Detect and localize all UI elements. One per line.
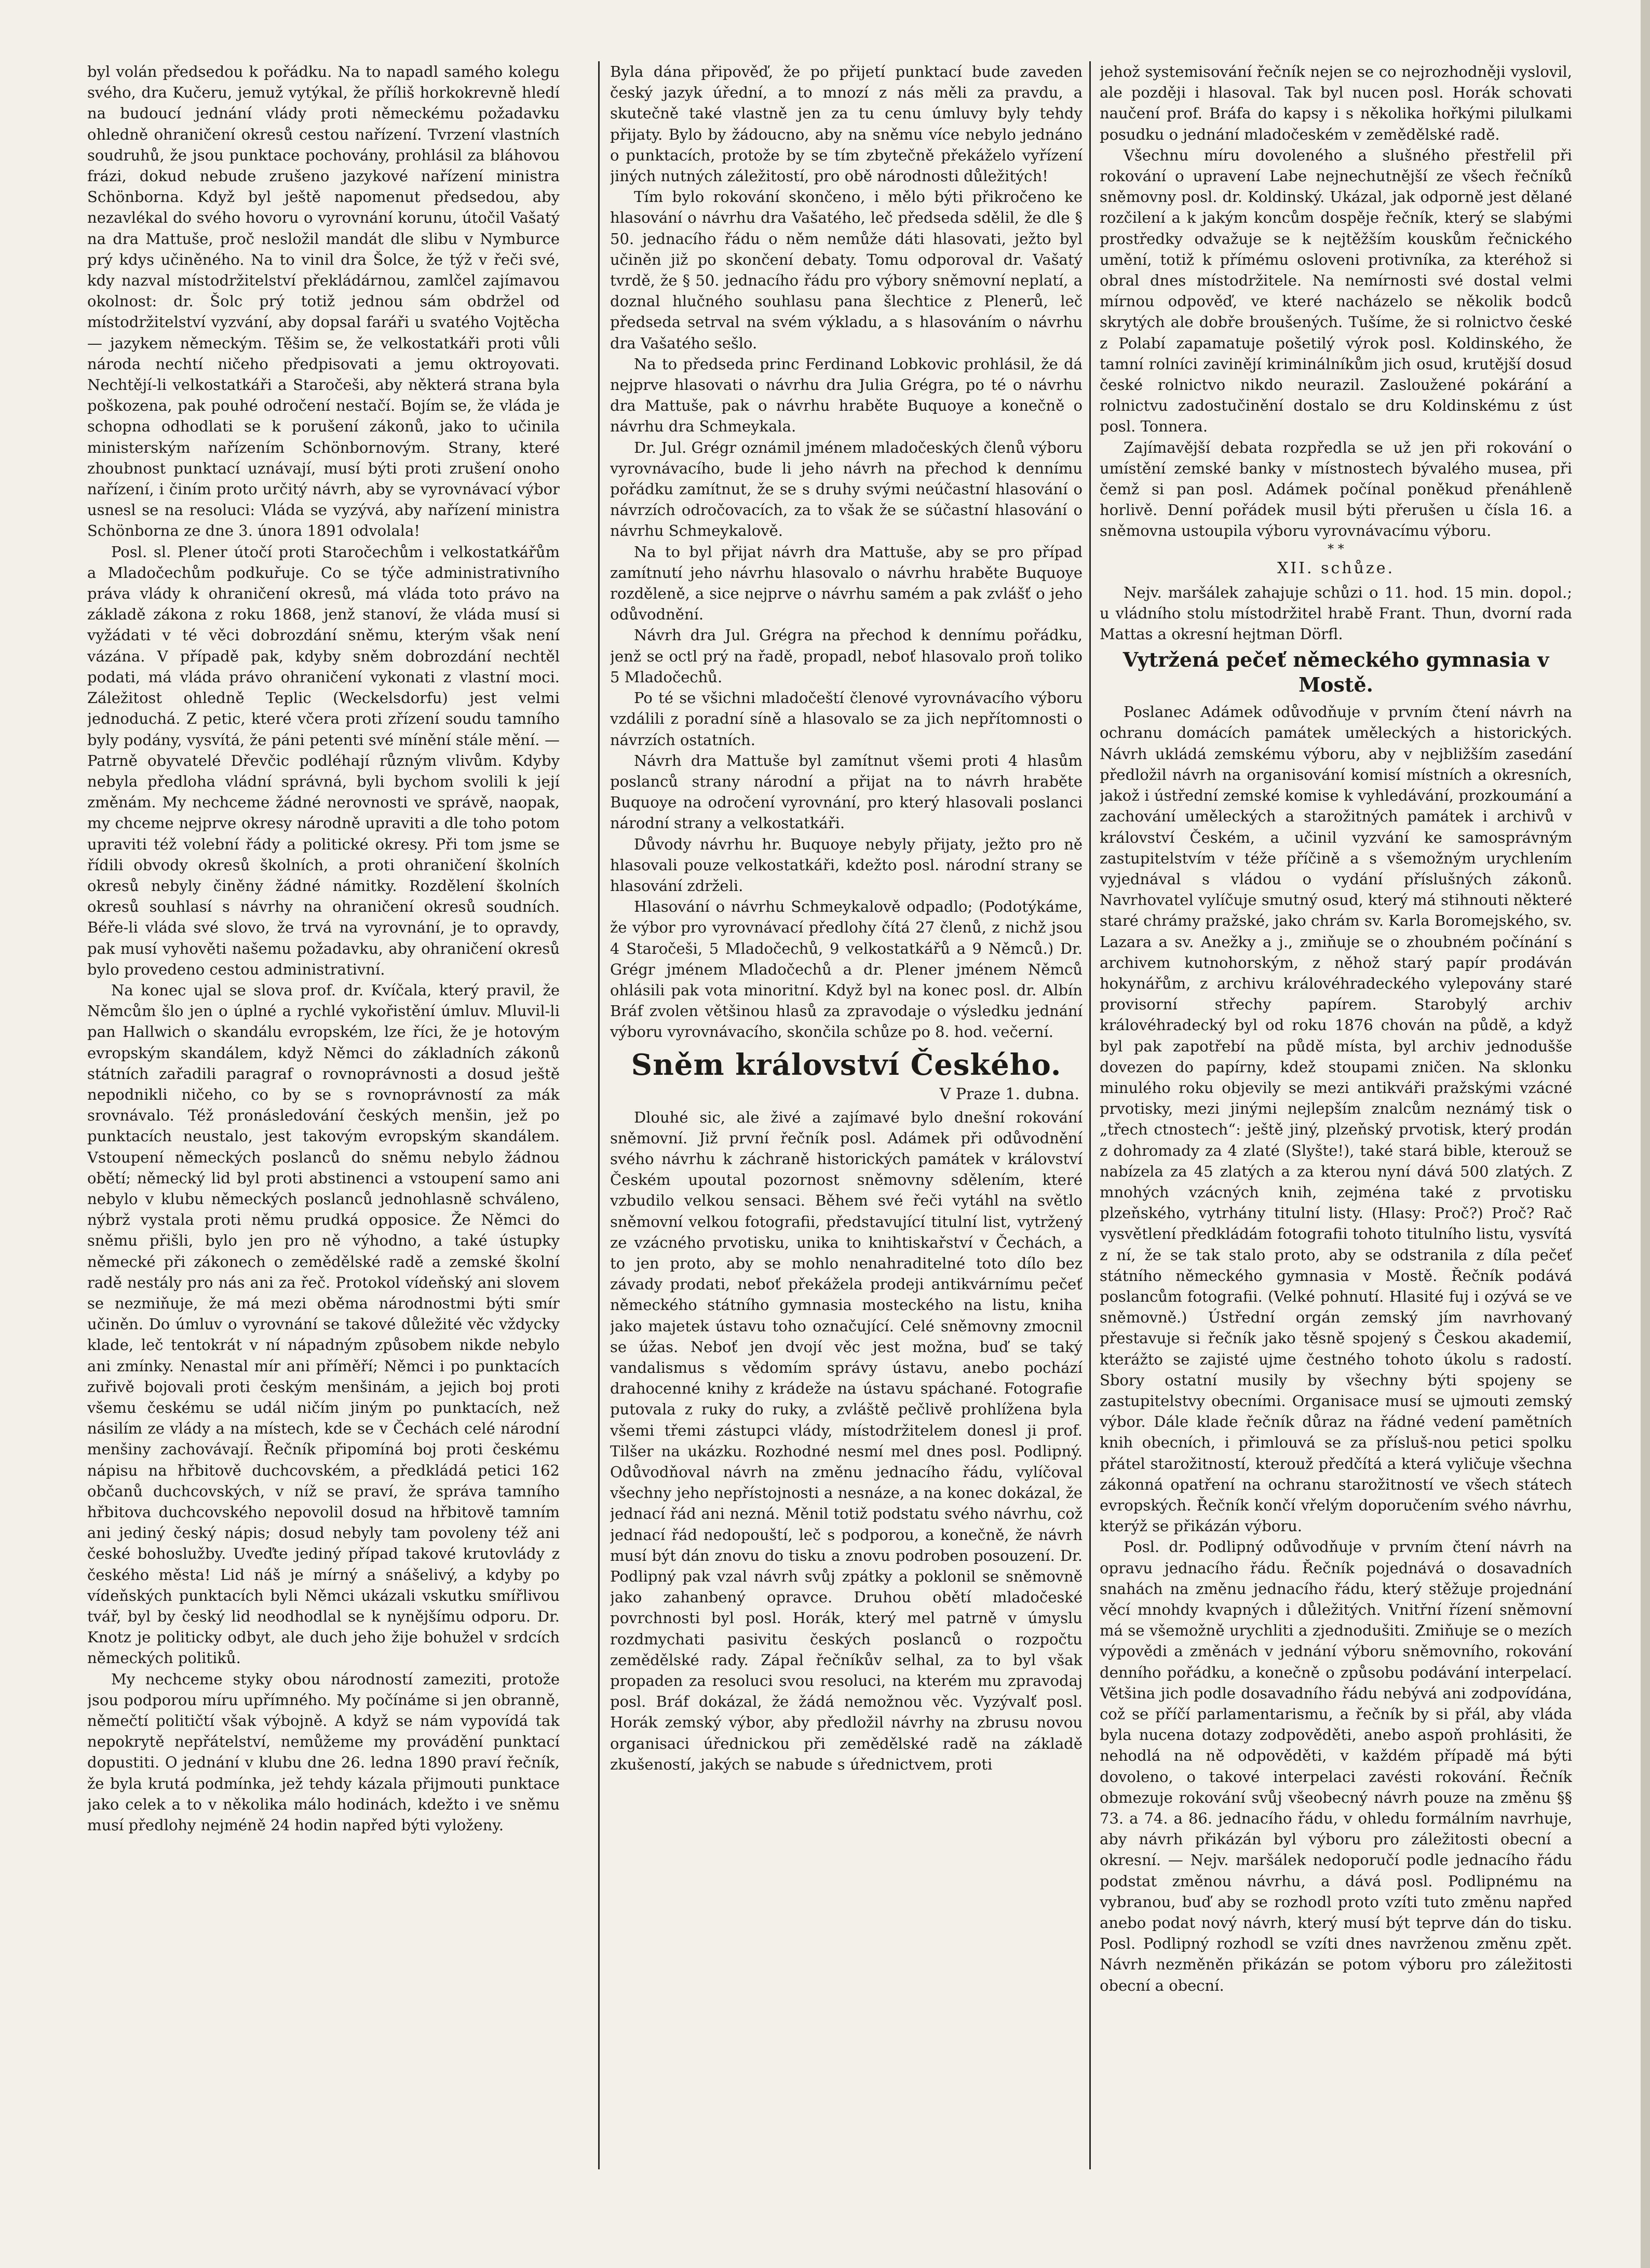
session-heading: XII. schůze. — [1277, 559, 1395, 577]
paragraph: Dlouhé sic, ale živé a zajímavé bylo dnešní rokování sněmovní. Již první řečník posl. Adámek při odůvodnění svého návrhu k záchraně historických památek v království Českém upoutal pozornost sněmovny sdělením, které vzbudilo velkou sensaci. Během své řeči vytáhl na světlo sněmovní velkou fotografii, představující titulní list, vytržený ze vzácného prvotisku, unika to knihtiskařství v Čechách, a to jen proto, aby se mohlo nenahraditelné toto dílo bez závady prodati, neboť překážela prodeji antikvárnímu pečeť německého státního gymnasia mosteckého na listu, kniha jako majetek ústavu toho označující. Celé sněmovny zmocnil se úžas. Neboť jen dvojí věc jest možna, buď se taký vandalismus s vědomím správy ústavu, anebo pochází drahocenné knihy z krádeže na ústavu spáchané. Fotografie putovala z ruky do ruky, a zvláště pečlivě prohlížena byla všemi třemi zástupci vlády, místodržitelem donesl ji prof. Tilšer na ukázku. Rozhodné nesmí mel dnes posl. Podlipný. Odůvodňoval návrh na změnu jednacího řádu, vylíčoval všechny jeho nepřístojnosti a nesnáze, a na konec dokázal, že jednací řád ani nezná. Měnil totiž podstatu svého návrhu, což jednací řád nedopouští, leč s podporou, a konečně, že návrh musí být dán znovu do tisku a znovu podroben posouzení. Dr. Podlipný pak vzal návrh svůj zpátky a poklonil se sněmovně jako zahanbený opravce. Druhou obětí mladočeské povrchnosti byl posl. Horák, který mel patrně v úmyslu rozdmychati pasivitu českých poslanců o rozpočtu zemědělské rady. Zápal řečníkův selhal, za to byl však propaden za resoluci svou resoluci, na kterém mu zpravodaj posl. Bráf dokázal, že žádá nemožnou věc. Vyzývalť posl. Horák zemský výbor, aby předložil návrhy na zbrusu novou organisaci úřednickou při zemědělské radě na základě zkušeností, jakých se nabude s úřednictvem, proti — [610, 1108, 1083, 1773]
column-2 — [610, 61, 1083, 2169]
column-rule-1 — [598, 61, 600, 2169]
section-divider-stars: * * — [1328, 541, 1344, 556]
paragraph: Poslanec Adámek odůvodňuje v prvním čtení návrh na ochranu domácích památek uměleckých a historických. Návrh ukládá zemskému výboru, aby v nejbližším zasedání předložil návrh na organisování komisí místních a okresních, jakož i ústřední zemské komise k vyhledávání, prozkoumání a zachování uměleckých a starožitných památek i archivů v království Českém, a učinil vyzvání ke samosprávným zastupitelstvím v téže příčině a s všemožným urychlením vyjednával s vládou o vydání příslušných zákonů. Navrhovatel vylíčuje smutný osud, který má stihnouti některé staré chrámy pražské, jako chrám sv. Karla Boromejského, sv. Lazara a sv. Anežky a j., zmiňuje se o zhoubném počínání s archivem kutnohorským, z něhož starý papír prodáván hokynářům, z archivu královéhradeckého vylepovány staré provisorní střechy papírem. Starobylý archiv královéhradecký byl od roku 1876 chován na půdě, a když byl pak zapotřebí na půdě místa, byl archiv jednodušše dovezen do papírny, kdež stoupami zničen. Na sklonku minulého roku objevily se mezi antikváři pražskými vzácné prvotisky, mezi jinými nejlepším znalcům neznámý tisk o „třech ctnostech“: ještě jiný, plzeňský prvotisk, který prodán z dohromady za 4 zlaté (Slyšte!), také stará bible, kterouž se nabízela za 45 zlatých a za kterou nyní dává 500 zlatých. Z mnohých vzácných knih, zejména také z prvotisku plzeňského, vytrhány titulní listy. (Hlasy: Proč?) Proč? Rač vysvětlení předkládám fotografii tohoto titulního listu, vysvítá z ní, že se tak stalo proto, aby se odstranila z díla pečeť státního německého gymnasia v Mostě. Řečník podává poslancům fotografii. (Velké pohnutí. Hlasité fuj i ozývá se ve sněmovně.) Ústřední orgán zemský jím navrhovaný přestavuje si řečník jako těsně spojený s Českou akademií, kterážto se zajisté ujme čestného tohoto úkolu s radostí. Sbory ostatní musily by všechny býti spojeny se zastupitelstvy obecními. Organisace musí se ujmouti zemský výbor. Dále klade řečník důraz na řádné vedení pamětních knih obecních, i přimlouvá se za přísluš-nou petici spolku přátel starožitností, kterouž předčítá a která vyličuje všechna zákonná opatření na ochranu starožitností ve všech státech evropských. Řečník končí vřelým doporučením svého návrhu, kterýž se přikázán výboru. — [1100, 703, 1572, 1535]
paragraph: Tím bylo rokování skončeno, i mělo býti přikročeno ke hlasování o návrhu dra Vašatého, leč předseda sdělil, že dle § 50. jednacího řádu o něm nemůže dáti hlasovati, ježto byl učiněn již po skončení debaty. Tomu odporoval dr. Vašatý tvrdě, že § 50. jednacího řádu pro výbory sněmovní neplatí, a doznal hlučného souhlasu pana šlechtice z Plenerů, leč předseda setrval na svém výkladu, a s hlasováním o návrhu dra Vašatého sešlo. — [610, 188, 1083, 352]
dateline: V Praze 1. dubna. — [939, 1085, 1079, 1103]
paragraph: Na to předseda princ Ferdinand Lobkovic prohlásil, že dá nejprve hlasovati o návrhu dra Julia Grégra, po té o návrhu dra Mattuše, pak o návrhu hraběte Buquoye a konečně o návrhu dra Schmeykala. — [610, 355, 1083, 436]
page-edge — [1641, 0, 1650, 2268]
paragraph: Návrh dra Jul. Grégra na přechod k dennímu pořádku, jenž se octl prý na řadě, propadl, neboť hlasovalo proň toliko 5 Mladočechů. — [610, 626, 1083, 686]
paragraph: Posl. dr. Podlipný odůvodňuje v prvním čtení návrh na opravu jednacího řádu. Řečník pojednává o dosavadních snahách na změnu jednacího řádu, který stěžuje projednání věcí mnohdy kvapných i důležitých. Vnitřní řízení sněmovní má se všemožně urychliti a zjednodušiti. Zmiňuje se o mezích výpovědi a změnách v jednání výboru sněmovního, rokování denního pořádku, a konečně o způsobu podávání interpelací. Většina jich podle dosavadního řádu nebývá ani zodpovídána, což se příčí parlamentarismu, a řečník by si přál, aby vláda byla nucena dotazy zodpověděti, anebo aspoň prohlásiti, že nehodlá na ně odpověděti, v každém případě má býti dovoleno, o takové interpelaci zavésti rokování. Řečník obmezuje rokování svůj všeobecný návrh pouze na změnu §§ 73. a 74. a 86. jednacího řádu, v ohledu formálním navrhuje, aby návrh přikázán byl výboru pro záležitosti obecní a okresní. — Nejv. maršálek nedoporučí podle jednacího řádu podstat změnou návrhu, a dává posl. Podlipnému na vybranou, buď aby se rozhodl proto vzíti tuto změnu napřed anebo podat nový návrh, který musí být teprve dán do tisku. Posl. Podlipný rozhodl se vzíti dnes navrženou změnu zpět. Návrh nezměněn přikázán se potom výboru pro záležitosti obecní a obecní. — [1100, 1538, 1572, 1994]
paragraph: Důvody návrhu hr. Buquoye nebyly přijaty, ježto pro ně hlasovali pouze velkostatkáři, kdežto posl. národní strany se hlasování zdrželi. — [610, 835, 1083, 895]
paragraph: byl volán předsedou k pořádku. Na to napadl samého kolegu svého, dra Kučeru, jemuž vytýkal, že příliš horkokrevně hledí na budoucí jednání vlády proti německému požadavku ohledně ohraničení okresů cestou nařízení. Tvrzení vlastních soudruhů, že jsou punktace pochovány, prohlásil za bláhovou frázi, dokud nebude zrušeno jazykové nařízení ministra Schönborna. Když byl ještě napomenut předsedou, aby nezavlékal do svého hovoru o vyrovnání korunu, útočil Vašatý na dra Mattuše, proč nesložil mandát dle slibu v Nymburce prý kdys učiněného. Na to vinil dra Šolce, že týž v řeči své, kdy nazval místodržitelství překládárnou, zamlčel zajímavou okolnost: dr. Šolc prý totiž jednou sám obdržel od místodržitelství vyzvání, aby dopsal faráři u svatého Vojtěcha — jazykem německým. Těšim se, že velkostatkáři proti vůli národa nechtí ničeho předpisovati a jemu oktroyovati. Nechtějí-li velkostatkáři a Staročeši, aby některá strana byla poškozena, pak pouhé odročení nestačí. Bojím se, že vláda je schopna odhodlati se k porušení zákonů, jako to učinila ministerským nařízením Schönbornovým. Strany, které zhoubnost punktací uznávají, musí býti proti zrušení onoho nařízení, i činím proto určitý návrh, aby se vyrovnávací výbor usnesl se na resoluci: Vláda se vyzývá, aby nařízení ministra Schönborna ze dne 3. února 1891 odvolala! — [87, 63, 560, 540]
paragraph: Všechnu míru dovoleného a slušného přestřelil při rokování o upravení Labe nejnechutnější ze všech řečníků sněmovny posl. dr. Koldinský. Ukázal, jak odporně jest dělané rozčilení a k jakým koncům dospěje řečník, který se slabými prostředky odvažuje se k nejtěžším kouskům řečnického umění, totiž k přímému osloveni protivníka, za kteréhož si obral dnes místodržitele. Na nemírnosti své dostal velmi mírnou odpověď, ve které nacházelo se několik bodců skrytých ale dobře broušených. Tušíme, že si rolnictvo české z Polabí zapamatuje pošetilý výrok posl. Koldinského, že tamní rolníci zavinějí kriminálníkům jich osud, krutější dosud české rolnictvo nikdo neurazil. Zasloužené pokárání a rolnictvu zadostučinění dostalo se dru Koldinskému z úst posl. Tonnera. — [1100, 146, 1572, 436]
paragraph: My nechceme styky obou národností zameziti, protože jsou podporou míru upřímného. My počínáme si jen obranně, němečtí političtí však výbojně. A když se nám vypovídá tak nepokrytě nepřátelství, nemůžeme my provádění punktací dopustiti. O jednání v klubu dne 26. ledna 1890 praví řečník, že byla krutá podmínka, jež tehdy kázala přijmouti punktace jako celek a to v několika málo hodinách, kdežto i ve sněmu musí předlohy nejméně 24 hodin napřed býti vyloženy. — [87, 1670, 560, 1834]
paragraph: Návrh dra Mattuše byl zamítnut všemi proti 4 hlasům poslanců strany národní a přijat na to návrh hraběte Buquoye na odročení vyrovnání, pro který hlasovali poslanci národní strany a velkostatkáři. — [610, 751, 1083, 832]
paragraph: Na konec ujal se slova prof. dr. Kvíčala, který pravil, že Němcům šlo jen o úplné a rychlé vykořistění úmluv. Mluvil-li pan Hallwich o skandálu evropském, lze říci, že je hotovým evropským skandálem, když Němci do základních zákonů státních zařadili paragraf o rovnoprávnosti a dosud ještě nepodnikli ničeho, co by se s rovnoprávností za mák srovnávalo. Též pronásledování českých menšin, jež po punktacích neustalo, jest takovým evropským skandálem. Vstoupení německých poslanců do sněmu nebylo žádnou obětí; německý lid byl proti abstinenci a vstoupení samo ani nebylo v klubu německých poslanců jednohlasně schváleno, nýbrž vystala proti němu prudká opposice. Že Němci do sněmu přišli, bylo jen pro ně výhodno, a také ústupky německé při zákonech o zemědělské radě a zemské školní radě nestály pro nás ani za řeč. Protokol vídeňský ani slovem se nezmiňuje, že má mezi oběma národnostmi býti smír učiněn. Do úmluv o vyrovnání se takové důležité věc vždycky klade, leč tentokrát v ní nápadným způsobem nikde nebylo ani zmínky. Nenastal mír ani příměří; Němci i po punktacích zuřivě bojovali proti českým menšinám, a jejich boj proti všemu českému se udál ničím jiným po punktacích, než násilím ze vlády a na místech, kde se v Čechách celé národní menšiny zachovávají. Řečník připomíná boj proti českému nápisu na hřbitově duchcovském, a předkládá petici 162 občanů duchcovských, v níž se praví, že správa tamního hřbitova duchcovského nepovolil dosud na hřbitově tamním ani jediný český nápis; dosud nebyly tam povoleny též ani české bohoslužby. Uveďte jediný případ takové krutovlády z českého města! Lid náš je mírný a snášelivý, a kdyby po vídeňských punktacích byli Němci ukázali vskutku smířlivou tvář, byl by český lid neodhodlal se k nynějšímu odporu. Dr. Knotz je politicky odbyt, ale duch jeho žije bohužel v srdcích německých politiků. — [87, 981, 560, 1667]
column-rule-2 — [1089, 61, 1091, 2169]
paragraph: Zajímavější debata rozpředla se už jen při rokování o umístění zemské banky v místnostech bývalého musea, při čemž si pan posl. Adámek počínal poněkud přenáhleně horlivě. Denní pořádek musil býti přerušen u čísla 16. a sněmovna ustoupila výboru vyrovnávacímu výboru. — [1100, 438, 1572, 540]
column-3 — [1100, 61, 1572, 2169]
article-headline: Sněm království Českého. — [631, 1047, 1062, 1082]
paragraph: Nejv. maršálek zahajuje schůzi o 11. hod. 15 min. dopol.; u vládního stolu místodržitel hrabě Frant. Thun, dvorní rada Mattas a okresní hejtman Dörfl. — [1100, 583, 1572, 643]
paragraph: jehož systemisování řečník nejen se co nejrozhodněji vyslovil, ale později i hlasoval. Tak byl nucen posl. Horák schovati naučení prof. Bráfa do kapsy i s několika hořkými pilulkami posudku o jednání mladočeském v zemědělské radě. — [1100, 63, 1572, 143]
paragraph: Dr. Jul. Grégr oznámil jménem mladočeských členů výboru vyrovnávacího, bude li jeho návrh na přechod k dennímu pořádku zamítnut, že se s druhy svými neúčastní hlasování o návrzích odročovacích, za to však že se súčastní hlasování o návrhu Schmeykalově. — [610, 438, 1083, 540]
paragraph: Posl. sl. Plener útočí proti Staročechům i velkostatkářům a Mladočechům podkuřuje. Co se týče administrativního práva vlády k ohraničení okresů, má vláda toto právo na základě zákona z roku 1868, jenž stanoví, že vláda musí si vyžádati v té věci dobrozdání sněmu, kterým však není vázána. V případě pak, kdyby sněm dobrozdání nechtěl podati, má vláda právo ohraničení vykonati z vlastní moci. Záležitost ohledně Teplic (Weckelsdorfu) jest velmi jednoduchá. Z petic, které včera proti zřízení soudu tamního byly podány, vysvítá, že páni petenti své mínění stále mění. — Patrně obyvatelé Dřevčic podléhají různým vlivům. Kdyby nebyla předloha vládní správná, byli bychom svolili k její změnám. My nechceme žádné nerovnosti ve správě, naopak, my chceme nejprve okresy národně upraviti a dle toho potom upraviti též volební řády a politické okresy. Při tom jsme se řídili obvody okresů školních, a proti ohraničení školních okresů nebyly činěny žádné námitky. Rozdělení školních okresů souhlasí s návrhy na ohraničení okresů soudních. Béře-li vláda své slovo, že trvá na vyrovnání, je to opravdy, pak musí vyhověti našemu požadavku, aby ohraničení okresů bylo provedeno cestou administrativní. — [87, 543, 560, 978]
paragraph: Po té se všichni mladočeští členové vyrovnávacího výboru vzdálili z poradní síně a hlasovalo se za jich nepřítomnosti o návrzích ostatních. — [610, 689, 1083, 749]
section-subheading: Vytržená pečeť německého gymnasia v Mostě. — [1122, 648, 1549, 697]
paragraph: Byla dána připověď, že po přijetí punktací bude zaveden český jazyk úřední, a to mnozí z nás měli za pravdu, a skutečně také vlastně jen za tu cenu úmluvy byly tehdy přijaty. Bylo by žádoucno, aby na sněmu více nebylo jednáno o punktacích, protože by se tím zbytečně překáželo vyřízení jiných nutných záležitostí, pro obě národnosti důležitých! — [610, 63, 1083, 185]
paragraph: Na to byl přijat návrh dra Mattuše, aby se pro případ zamítnutí jeho návrhu hlasovalo o návrhu hraběte Buquoye rozděleně, a sice nejprve o návrhu samém a pak zvlášť o jeho odůvodnění. — [610, 543, 1083, 624]
column-1 — [87, 61, 560, 2169]
paragraph: Hlasování o návrhu Schmeykalově odpadlo; (Podotýkáme, že výbor pro vyrovnávací předlohy čítá 27 členů, z nichž jsou 4 Staročeši, 5 Mladočechů, 9 velkostatkářů a 9 Němců.) Dr. Grégr jménem Mladočechů a dr. Plener jménem Němců ohlásili pak vota minoritní. Když byl na konec posl. dr. Albín Bráf zvolen většinou hlasů za zpravodaje o výsledku jednání výboru vyrovnávacího, skončila schůze po 8. hod. večerní. — [610, 898, 1083, 1041]
